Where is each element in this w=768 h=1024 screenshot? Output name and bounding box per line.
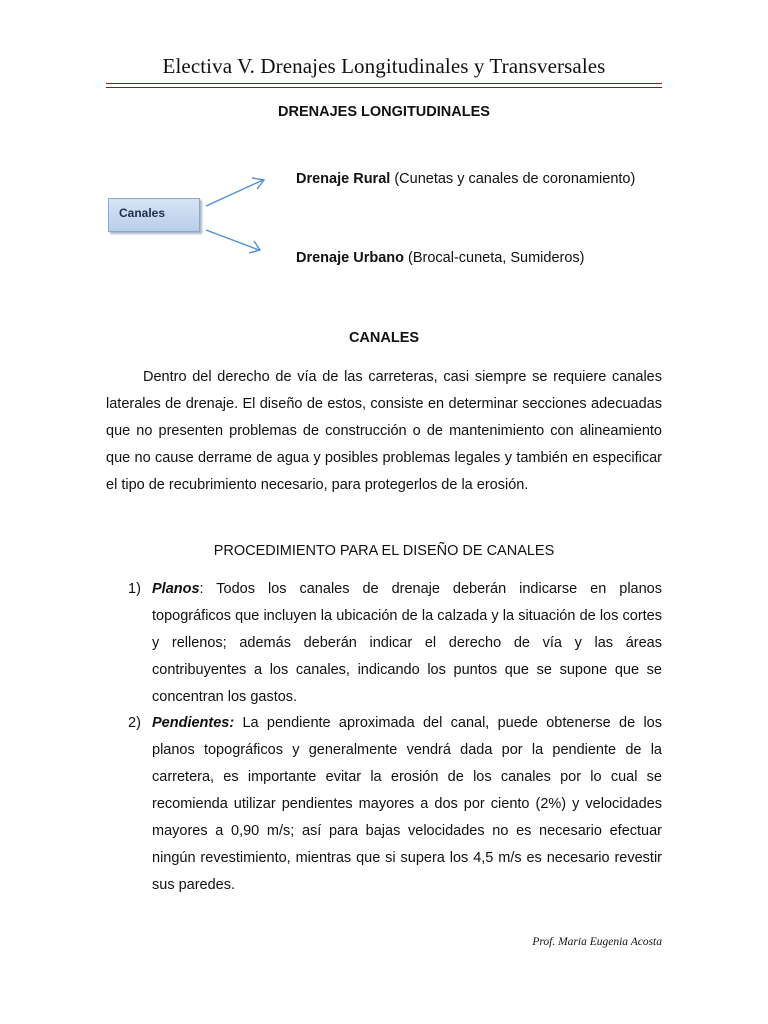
list-number: 2) <box>128 715 141 731</box>
arrow-to-rural <box>206 180 263 206</box>
list-term: Planos <box>152 581 200 597</box>
branch-rural-desc: (Cunetas y canales de coronamiento) <box>390 171 636 187</box>
footer-author: Prof. Maria Eugenia Acosta <box>532 936 662 948</box>
section-title-canales: CANALES <box>348 330 420 346</box>
canales-box-label: Canales <box>119 206 166 220</box>
branch-urbano <box>296 250 585 266</box>
list-text: : Todos los canales de drenaje deberán indicarse en planos topográficos que incluyen la ubicación de la calzada y la situación de los cortes y rellenos; además deberán indicar el derecho de vía y las áreas contribuyentes a los canales, indicando los puntos que se supone que se concentran los gastos. <box>152 581 662 705</box>
list-text: La pendiente aproximada del canal, puede obtenerse de los planos topográficos y generalmente vendrá dada por la pendiente de la carretera, es importante evitar la erosión de los canales por lo cual se recomienda utilizar pendientes mayores a dos por ciento (2%) y velocidades mayores a 0,90 m/s; así para bajas velocidades no es necesario efectuar ningún revestimiento, mientras que si supera los 4,5 m/s es necesario revestir sus paredes. <box>152 715 662 893</box>
section-title-procedimiento: PROCEDIMIENTO PARA EL DISEÑO DE CANALES <box>213 543 555 559</box>
branch-rural <box>296 171 635 187</box>
branch-rural-term: Drenaje Rural <box>296 171 391 187</box>
list-number: 1) <box>128 581 141 597</box>
section-title-drenajes: DRENAJES LONGITUDINALES <box>278 104 490 120</box>
branch-urbano-term: Drenaje Urbano <box>296 250 404 266</box>
canales-paragraph: Dentro del derecho de vía de las carreteras, casi siempre se requiere canales laterales de drenaje. El diseño de estos, consiste en determinar secciones adecuadas que no presenten problemas de construcción o de mantenimiento con alineamiento que no cause derrame de agua y posibles problemas legales y también en especificar el tipo de recubrimiento necesario, para protegerlos de la erosión. <box>106 369 662 493</box>
page-header-title: Electiva V. Drenajes Longitudinales y Transversales <box>162 54 606 78</box>
list-term: Pendientes: <box>152 715 235 731</box>
list-body <box>152 710 662 899</box>
list-body <box>152 576 662 711</box>
arrow-to-urbano <box>206 230 259 250</box>
branch-urbano-desc: (Brocal-cuneta, Sumideros) <box>403 250 585 266</box>
